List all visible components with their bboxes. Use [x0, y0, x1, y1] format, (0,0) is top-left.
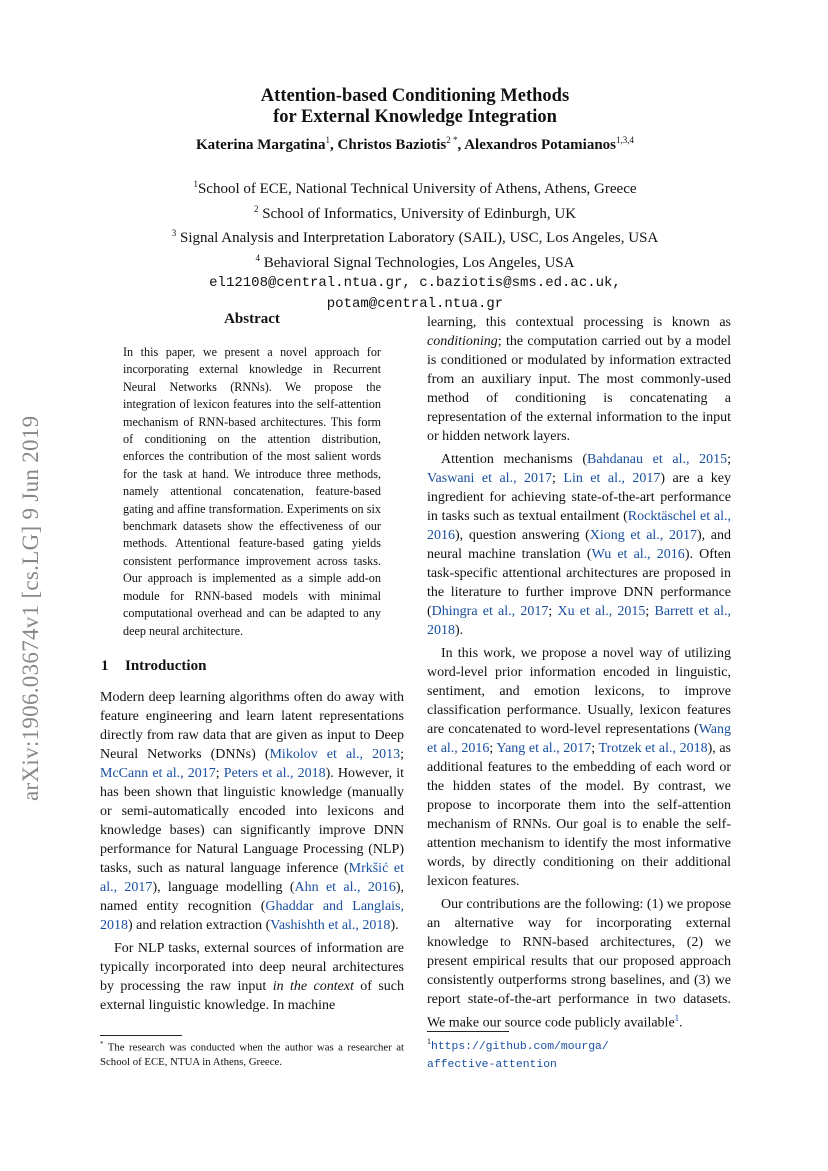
email-line-1: el12108@central.ntua.gr, c.baziotis@sms.ed.ac.uk,	[209, 275, 621, 291]
section-heading	[101, 658, 411, 675]
footnote-text: The research was conducted when the author was a researcher at School of ECE, NTUA in Athens, Greece.	[100, 1041, 404, 1069]
citation-link[interactable]: Mrkšić et al., 2017	[100, 861, 404, 895]
emphasis-text: in the context	[272, 979, 354, 994]
emphasis-text: conditioning	[427, 334, 498, 349]
body-text: ;	[552, 471, 564, 486]
footnote-url-line	[427, 1034, 731, 1055]
author-separator: ,	[457, 137, 465, 153]
citation-link[interactable]: Vashishth et al., 2018	[270, 918, 391, 933]
body-text: Attention mechanisms (	[441, 452, 588, 467]
body-text: ). Often task-specific attentional architectures are proposed in the literature to further improve DNN performance (	[427, 547, 731, 619]
citation-link[interactable]: Peters et al., 2018	[223, 766, 326, 781]
author-affil-mark: 1,3,4	[616, 135, 635, 145]
body-text: Modern deep learning algorithms often do away with feature engineering and learn latent representations directly from raw data that are given as input to Deep Neural Networks (DNNs) (	[100, 690, 404, 762]
citation-link[interactable]: Lin et al., 2017	[563, 471, 661, 486]
body-text: ;	[727, 452, 731, 467]
citation-link[interactable]: Rocktäschel et al., 2016	[427, 509, 731, 543]
footnote-url-line	[427, 1055, 731, 1073]
affiliation-mark: 4	[255, 252, 261, 263]
affiliation-line	[100, 249, 730, 274]
intro-paragraph-4	[427, 450, 731, 640]
author-list	[100, 135, 730, 154]
author-affil-mark: 1	[325, 135, 331, 145]
citation-link[interactable]: Mikolov et al., 2013	[269, 747, 401, 762]
affiliation-mark: 1	[193, 179, 198, 189]
title-line-2: for External Knowledge Integration	[273, 107, 557, 127]
author-name: Christos Baziotis	[337, 137, 447, 153]
body-text: Our contributions are the following: (1) we propose an alternative way for incorporating external knowledge to RNN-based architectures, (2) we present empirical results that our proposed approach consistently outperforms strong baselines, and (3) we report state-of-the-art performance in two datasets. We make our source code publicly available	[427, 897, 731, 1031]
body-text: ;	[215, 766, 224, 781]
affiliation-line	[100, 175, 730, 200]
citation-link[interactable]: Dhingra et al., 2017	[431, 604, 549, 619]
footnote-rule	[100, 1035, 182, 1036]
body-text: ). However, it has been shown that linguistic knowledge (manually or semi-automatically encoded into lexicons and knowledge bases) can significantly improve DNN performance for Natural Language Processing (NLP) tasks, such as natural language inference (	[100, 766, 405, 876]
affiliation-text: School of Informatics, University of Edinburgh, UK	[258, 205, 577, 222]
title-line-1: Attention-based Conditioning Methods	[260, 86, 570, 106]
body-text: ), as additional features to the embedding of each word or the hidden states of the model. By contrast, we propose to incorporate them into the self-attention mechanism of RNNs. Our goal is to enable the self-attention mechanism to identify the most informative words, by directly conditioning on their additional lexicon features.	[427, 741, 731, 889]
footnote-author	[100, 1037, 404, 1070]
footnote-mark: 1	[427, 1037, 431, 1046]
affiliation-mark: 2	[253, 203, 259, 214]
intro-paragraph-2	[100, 939, 404, 1015]
arxiv-identifier: arXiv:1906.03674v1 [cs.LG] 9 Jun 2019	[18, 415, 43, 801]
body-text: In this work, we propose a novel way of utilizing word-level prior information encoded in linguistic, sentiment, and emotion lexicons, to improve classification performance. Usually, lexicon features are concatenated to word-level representations (	[427, 646, 731, 737]
section-number: 1	[101, 658, 109, 674]
body-text: ;	[591, 741, 599, 756]
affiliation-line	[100, 200, 730, 225]
code-url-link[interactable]: https://github.com/mourga/	[431, 1041, 609, 1053]
body-text: ;	[645, 604, 655, 619]
body-text: ).	[455, 623, 464, 638]
paper-title	[100, 86, 730, 128]
right-column	[427, 313, 731, 1033]
body-text: ), language modelling (	[152, 880, 295, 895]
body-text: ;	[548, 604, 558, 619]
citation-link[interactable]: Wang et al., 2016	[427, 722, 731, 756]
body-text: ) and relation extraction (	[128, 918, 271, 933]
affiliation-text: Signal Analysis and Interpretation Laboratory (SAIL), USC, Los Angeles, USA	[176, 230, 659, 246]
citation-link[interactable]: Wu et al., 2016	[591, 547, 685, 562]
footnote-marker[interactable]: 1	[674, 1013, 680, 1023]
body-text: For NLP tasks, external sources of information are typically incorporated into deep neural architectures by processing the raw input	[100, 941, 404, 994]
code-url-link-continued[interactable]: affective-attention	[427, 1059, 557, 1071]
author-name: Katerina Margatina	[195, 137, 326, 153]
author-name: Alexandros Potamianos	[464, 137, 617, 153]
affiliation-line	[100, 224, 730, 249]
citation-link[interactable]: Ahn et al., 2016	[294, 880, 396, 895]
section-title: Introduction	[125, 658, 207, 674]
affiliations	[100, 175, 730, 314]
intro-paragraph-6	[427, 895, 731, 1033]
intro-paragraph-3	[427, 313, 731, 446]
citation-link[interactable]: Xiong et al., 2017	[589, 528, 697, 543]
affiliation-mark: 3	[171, 228, 177, 238]
footnote-code-link	[427, 1034, 731, 1073]
body-text: .	[679, 1015, 683, 1031]
footnote-mark: *	[100, 1040, 104, 1048]
affiliation-text: Behavioral Signal Technologies, Los Angeles, USA	[260, 254, 575, 271]
abstract-text: In this paper, we present a novel approach for incorporating external knowledge in Recurrent Neural Networks (RNNs). We propose the integration of lexicon features into the self-attention mechanism of RNN-based architectures. This form of conditioning on the attention distribution, enforces the contribution of the most salient words for the task at hand. We introduce three methods, namely attentional concatenation, feature-based gating and affine transformation. Experiments on six benchmark datasets show the effectiveness of our methods. Attentional feature-based gating yields consistent performance improvement across tasks. Our approach is implemented as a simple add-on module for RNN-based models with minimal computational overhead and can be adapted to any deep neural architecture.	[123, 345, 381, 638]
citation-link[interactable]: Trotzek et al., 2018	[598, 741, 708, 756]
body-text: ) are a key ingredient for achieving state-of-the-art performance in tasks such as textual entailment (	[427, 471, 731, 524]
citation-link[interactable]: Vaswani et al., 2017	[427, 471, 553, 486]
footnote-rule	[427, 1031, 509, 1032]
citation-link[interactable]: Yang et al., 2017	[496, 741, 592, 756]
body-text: ), named entity recognition (	[100, 880, 404, 914]
affiliation-text: School of ECE, National Technical University of Athens, Athens, Greece	[197, 181, 637, 197]
author-separator: ,	[330, 137, 338, 153]
citation-link[interactable]: McCann et al., 2017	[100, 766, 216, 781]
email-line-2: potam@central.ntua.gr	[326, 295, 504, 312]
body-text: ; the computation carried out by a model is conditioned or modulated by information extracted from an auxiliary input. The most commonly-used method of conditioning is concatenating a representation of the external information to the input or hidden network layers.	[427, 334, 731, 444]
citation-link[interactable]: Ghaddar and Langlais, 2018	[100, 899, 404, 933]
body-text: learning, this contextual processing is known as	[427, 315, 731, 330]
author-affil-mark: 2 *	[446, 135, 458, 145]
body-text: ).	[390, 918, 399, 933]
intro-paragraph-1	[100, 688, 404, 935]
body-text: ;	[489, 741, 497, 756]
left-column	[100, 688, 404, 1015]
citation-link[interactable]: Barrett et al., 2018	[427, 604, 732, 638]
abstract-heading: Abstract	[224, 311, 280, 327]
citation-link[interactable]: Xu et al., 2015	[557, 604, 646, 619]
body-text: ;	[400, 747, 404, 762]
body-text: ), and neural machine translation (	[427, 528, 731, 562]
body-text: of such external linguistic knowledge. In machine	[100, 979, 405, 1013]
citation-link[interactable]: Bahdanau et al., 2015	[587, 452, 728, 467]
intro-paragraph-5	[427, 644, 731, 891]
body-text: ), question answering (	[455, 528, 590, 543]
